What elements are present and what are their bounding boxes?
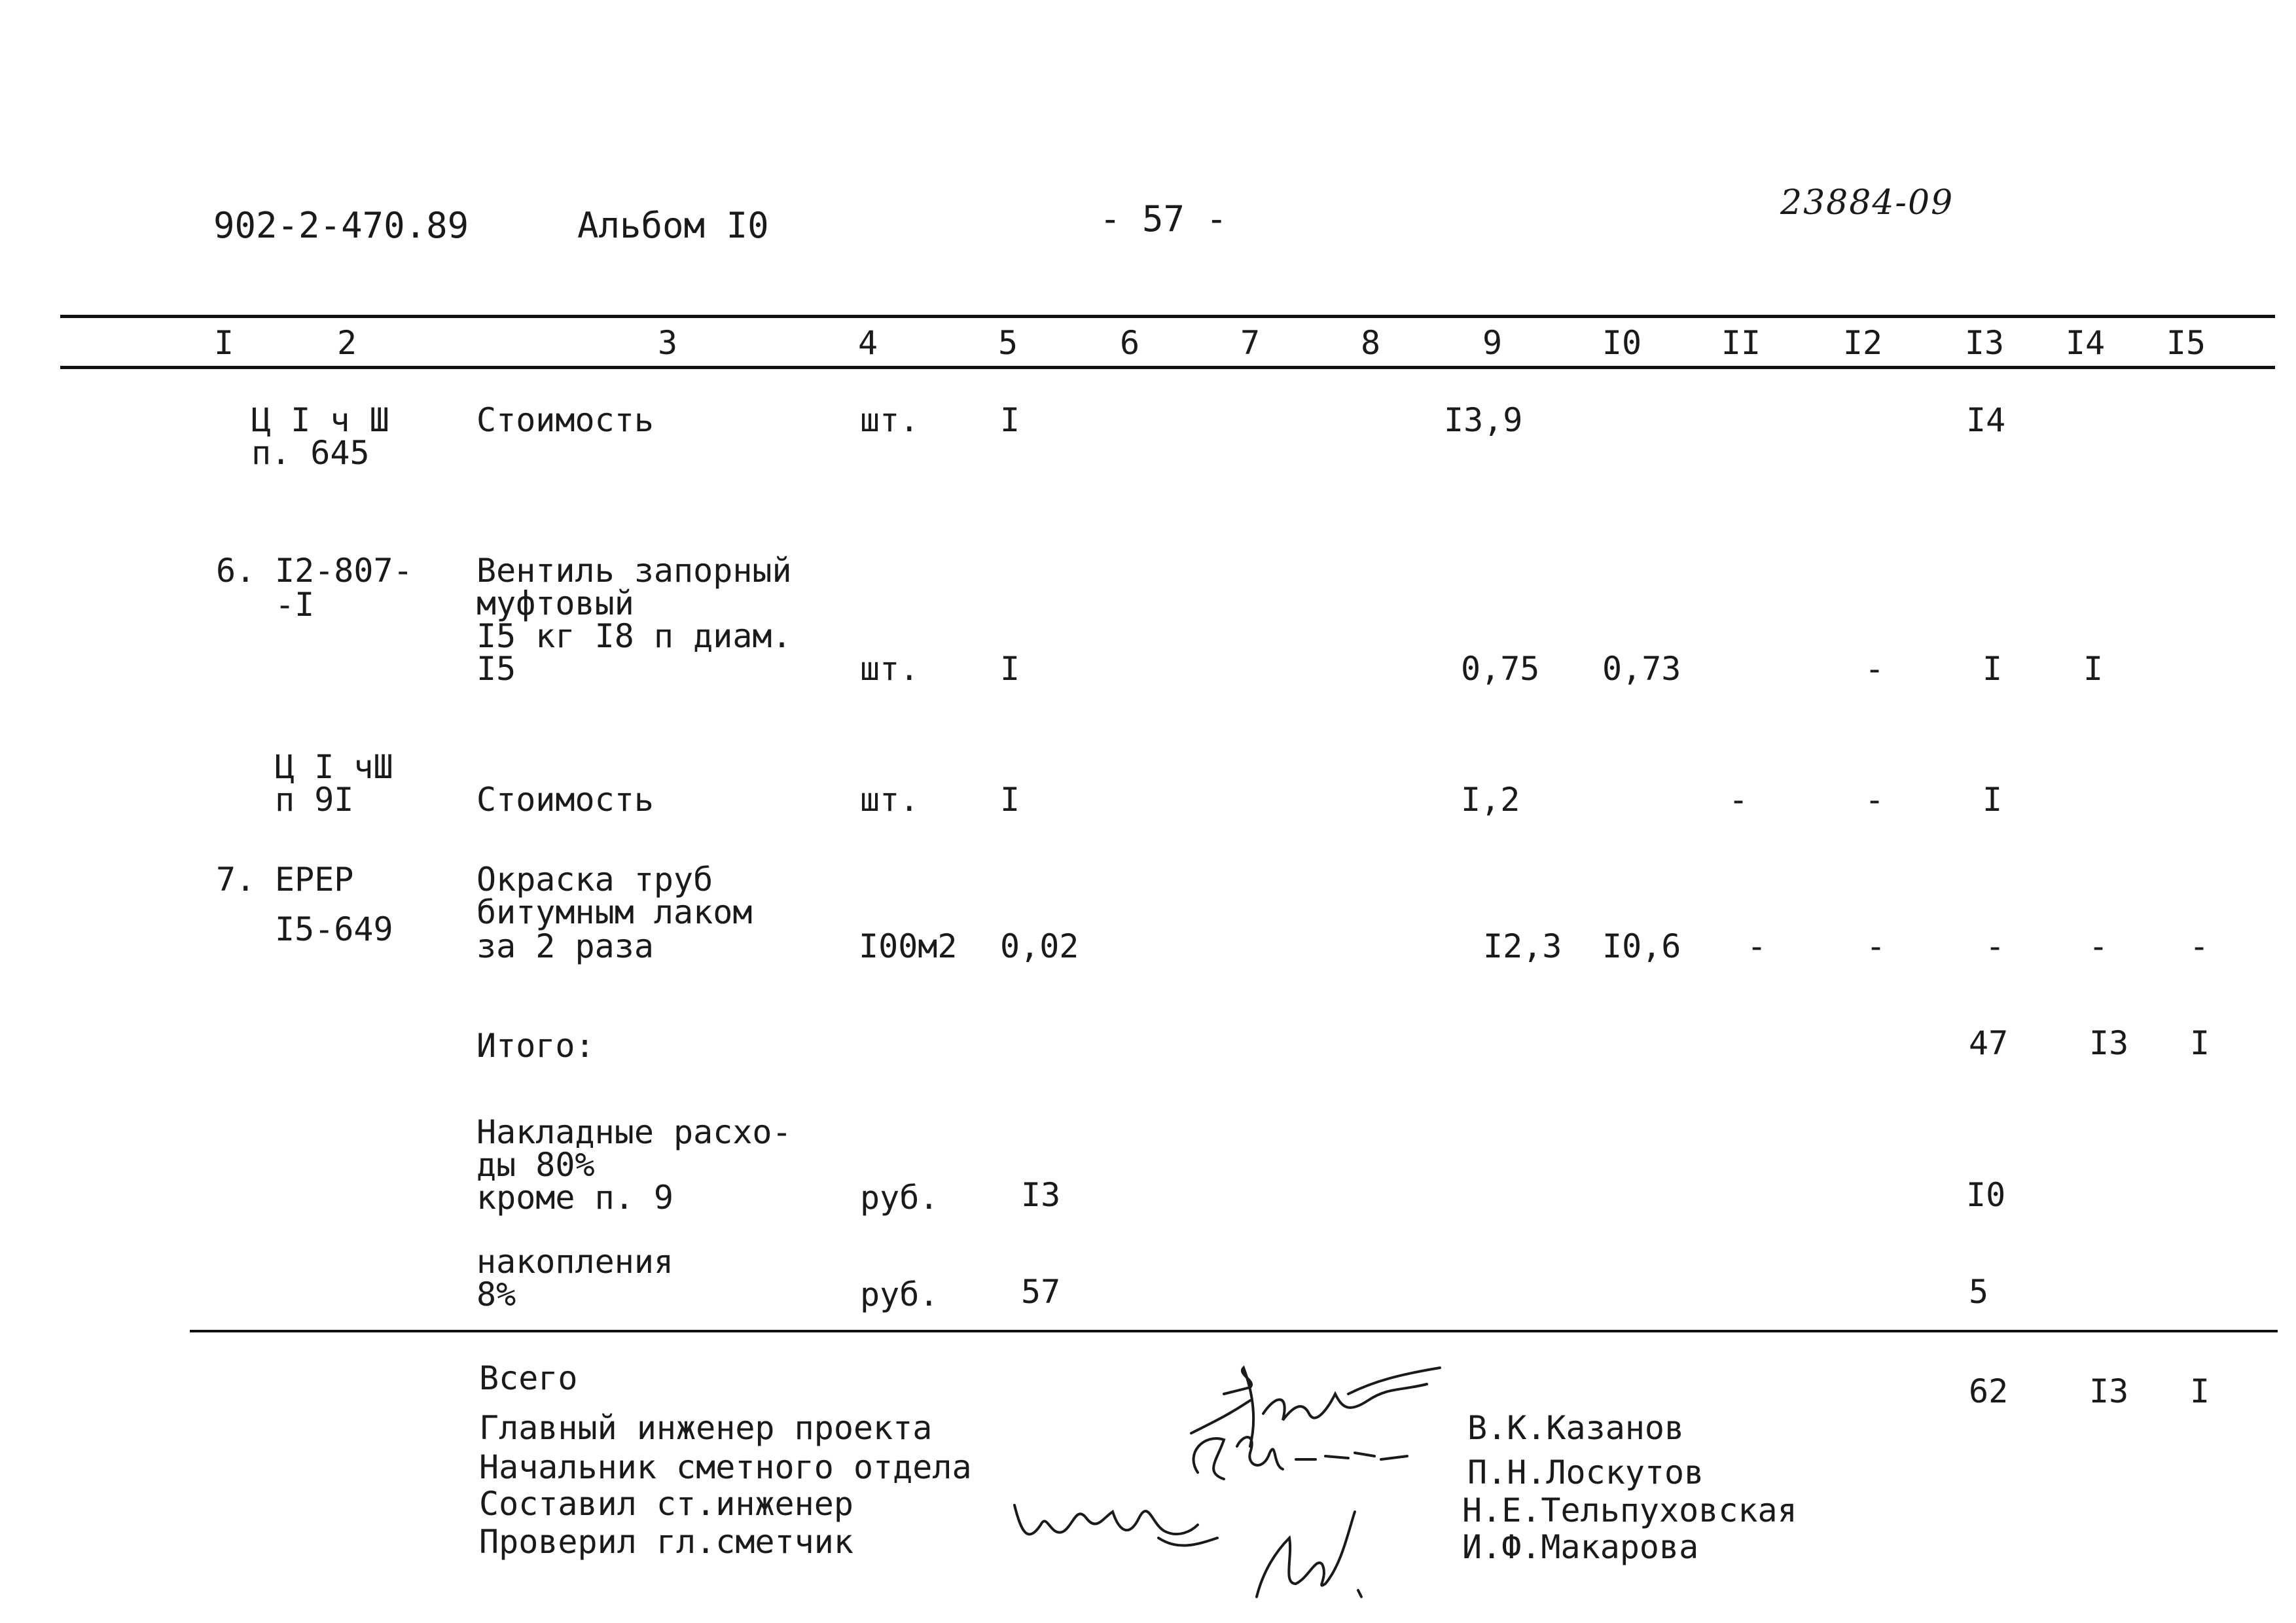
column-header: I xyxy=(213,324,234,362)
row-code: I5-649 xyxy=(275,910,393,948)
row-name: битумным лаком xyxy=(476,893,753,931)
row-col5: 0,02 xyxy=(1000,927,1079,965)
total-col14: I3 xyxy=(2089,1372,2129,1410)
column-header: II xyxy=(1721,324,1761,362)
row-col11: - xyxy=(1728,781,1749,819)
row-unit: шт. xyxy=(860,781,920,819)
signatory-role: Проверил гл.сметчик xyxy=(479,1523,853,1561)
handwritten-code: 23884-09 xyxy=(1780,183,1954,223)
row-number: 7. xyxy=(216,861,256,899)
row-name: I5 xyxy=(476,650,516,688)
total-rule xyxy=(190,1330,2278,1332)
total-col15: I xyxy=(2190,1372,2210,1410)
row-unit: шт. xyxy=(860,650,920,688)
signatory-name: И.Ф.Макарова xyxy=(1462,1528,1699,1566)
row-unit: I00м2 xyxy=(859,927,958,965)
column-header: 7 xyxy=(1240,324,1261,362)
row-col5: I3 xyxy=(1021,1176,1061,1214)
signatory-role: Главный инженер проекта xyxy=(479,1409,933,1447)
signatory-role: Начальник сметного отдела xyxy=(479,1448,972,1486)
row-col14: - xyxy=(2088,927,2109,965)
column-header: I3 xyxy=(1964,324,2005,362)
signatory-role: Составил ст.инженер xyxy=(479,1485,853,1523)
row-col13: I4 xyxy=(1966,401,2006,439)
column-header: 5 xyxy=(997,324,1018,362)
row-col13: - xyxy=(1984,927,2005,965)
column-header: 6 xyxy=(1119,324,1140,362)
row-name: Окраска труб xyxy=(476,861,713,899)
total-label: Всего xyxy=(479,1359,578,1397)
row-col15: I xyxy=(2190,1024,2210,1062)
row-col5: I xyxy=(1000,650,1020,688)
row-name: Накладные расхо- xyxy=(476,1113,792,1151)
row-name: муфтовый xyxy=(476,584,634,622)
row-name: Стоимость xyxy=(476,781,654,819)
row-col13: I0 xyxy=(1966,1176,2006,1214)
row-code: Ц I чШ xyxy=(275,748,393,786)
row-code: I2-807- xyxy=(275,552,413,590)
column-header: 4 xyxy=(857,324,878,362)
row-col5: 57 xyxy=(1021,1273,1061,1311)
signatory-name: П.Н.Лоскутов xyxy=(1467,1454,1704,1491)
row-col13: 5 xyxy=(1969,1273,1989,1311)
column-header: I2 xyxy=(1842,324,1883,362)
row-col13: I xyxy=(1982,650,2003,688)
column-header: I5 xyxy=(2166,324,2206,362)
signatory-name: В.К.Казанов xyxy=(1467,1409,1685,1447)
row-name: за 2 раза xyxy=(476,927,654,965)
row-col9: 0,75 xyxy=(1461,650,1540,688)
row-col12: - xyxy=(1865,927,1886,965)
row-name: кроме п. 9 xyxy=(476,1179,674,1217)
row-col14: I xyxy=(2083,650,2104,688)
column-header: 3 xyxy=(657,324,678,362)
column-header: 2 xyxy=(336,324,357,362)
row-col11: - xyxy=(1746,927,1767,965)
table-top-rule xyxy=(60,315,2275,318)
column-header: I4 xyxy=(2065,324,2106,362)
row-name: I5 кг I8 п диам. xyxy=(476,617,792,655)
document-code: 902-2-470.89 xyxy=(213,205,469,246)
row-code: п. 645 xyxy=(251,434,370,472)
row-code: п 9I xyxy=(275,781,354,819)
row-name: 8% xyxy=(476,1275,516,1313)
table-header-rule xyxy=(60,366,2275,369)
row-name: Итого: xyxy=(476,1027,595,1065)
row-unit: руб. xyxy=(860,1179,939,1217)
row-col10: I0,6 xyxy=(1602,927,1681,965)
signatory-name: Н.Е.Тельпуховская xyxy=(1462,1491,1797,1529)
row-col9: I,2 xyxy=(1461,781,1520,819)
album-label: Альбом I0 xyxy=(577,205,769,246)
row-col13: I xyxy=(1982,781,2003,819)
row-number: 6. xyxy=(216,552,256,590)
row-name: Вентиль запорный xyxy=(476,552,792,590)
row-col13: 47 xyxy=(1969,1024,2009,1062)
row-code: ЕРЕР xyxy=(275,861,354,899)
column-header: I0 xyxy=(1602,324,1642,362)
page-number: - 57 - xyxy=(1100,198,1228,240)
row-col9: I3,9 xyxy=(1444,401,1523,439)
row-col14: I3 xyxy=(2089,1024,2129,1062)
handwritten-signature xyxy=(1001,1479,1276,1571)
row-name: накопления xyxy=(476,1243,674,1281)
row-code: Ц I ч Ш xyxy=(251,401,389,439)
handwritten-signature xyxy=(1237,1499,1381,1610)
row-col15: - xyxy=(2189,927,2210,965)
row-name: ды 80% xyxy=(476,1146,595,1184)
row-unit: шт. xyxy=(860,401,920,439)
row-col9: I2,3 xyxy=(1483,927,1562,965)
row-unit: руб. xyxy=(860,1275,939,1313)
total-col13: 62 xyxy=(1969,1372,2009,1410)
row-col12: - xyxy=(1864,781,1885,819)
row-col5: I xyxy=(1000,781,1020,819)
column-header: 8 xyxy=(1360,324,1381,362)
row-col12: - xyxy=(1864,650,1885,688)
row-code: -I xyxy=(275,586,315,624)
row-name: Стоимость xyxy=(476,401,654,439)
row-col5: I xyxy=(1000,401,1020,439)
row-col10: 0,73 xyxy=(1602,650,1681,688)
column-header: 9 xyxy=(1482,324,1503,362)
